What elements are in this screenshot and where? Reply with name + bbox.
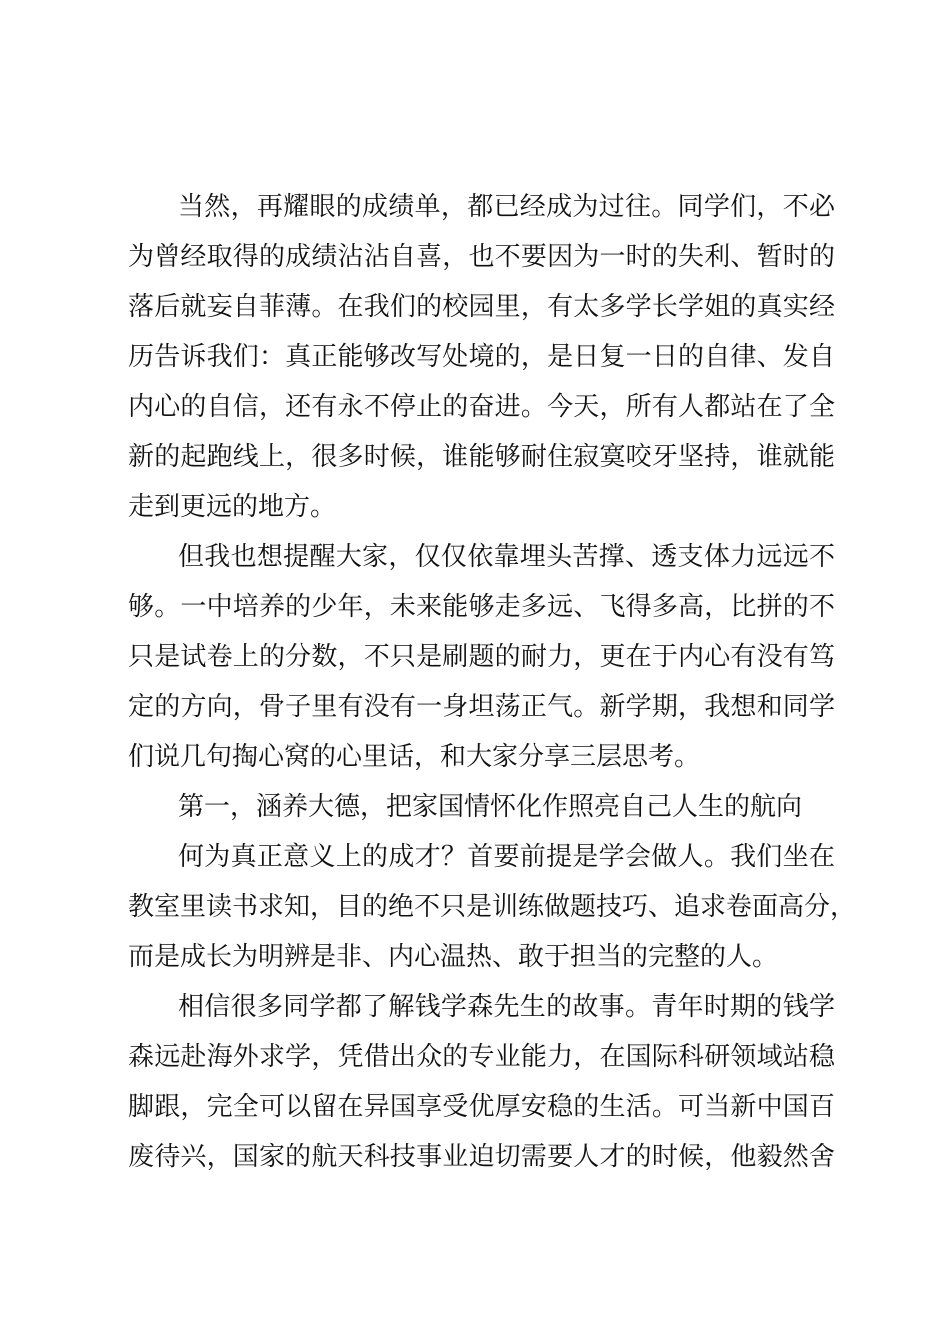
section-heading: 第一，涵养大德，把家国情怀化作照亮自己人生的航向 <box>178 792 803 822</box>
paragraph-3-line-2: 教室里读书求知，目的绝不只是训练做题技巧、追求卷面高分， <box>128 892 857 922</box>
paragraph-3-line-1: 何为真正意义上的成才？首要前提是学会做人。我们坐在 <box>178 842 835 872</box>
paragraph-1-line-5: 内心的自信，还有永不停止的奋进。今天，所有人都站在了全 <box>128 392 835 422</box>
paragraph-2-line-3: 只是试卷上的分数，不只是刷题的耐力，更在于内心有没有笃 <box>128 642 835 672</box>
paragraph-1-line-2: 为曾经取得的成绩沾沾自喜，也不要因为一时的失利、暂时的 <box>128 242 835 272</box>
document-body <box>128 182 857 1182</box>
paragraph-1-line-7: 走到更远的地方。 <box>128 492 337 522</box>
paragraph-1-line-6: 新的起跑线上，很多时候，谁能够耐住寂寞咬牙坚持，谁就能 <box>128 442 835 472</box>
paragraph-4-line-4: 废待兴，国家的航天科技事业迫切需要人才的时候，他毅然舍 <box>128 1142 835 1172</box>
paragraph-2-line-4: 定的方向，骨子里有没有一身坦荡正气。新学期，我想和同学 <box>128 692 835 722</box>
paragraph-1-line-3: 落后就妄自菲薄。在我们的校园里，有太多学长学姐的真实经 <box>128 292 835 322</box>
paragraph-3-line-3: 而是成长为明辨是非、内心温热、敢于担当的完整的人。 <box>128 942 779 972</box>
paragraph-4-line-1: 相信很多同学都了解钱学森先生的故事。青年时期的钱学 <box>178 992 835 1022</box>
paragraph-2-line-1: 但我也想提醒大家，仅仅依靠埋头苦撑、透支体力远远不 <box>178 542 835 572</box>
paragraph-4-line-3: 脚跟，完全可以留在异国享受优厚安稳的生活。可当新中国百 <box>128 1092 835 1122</box>
paragraph-1-line-4: 历告诉我们：真正能够改写处境的，是日复一日的自律、发自 <box>128 342 835 372</box>
paragraph-2-line-2: 够。一中培养的少年，未来能够走多远、飞得多高，比拼的不 <box>128 592 835 622</box>
paragraph-2-line-5: 们说几句掏心窝的心里话，和大家分享三层思考。 <box>128 742 701 772</box>
paragraph-1-line-1: 当然，再耀眼的成绩单，都已经成为过往。同学们，不必 <box>178 192 835 222</box>
paragraph-4-line-2: 森远赴海外求学，凭借出众的专业能力，在国际科研领域站稳 <box>128 1042 835 1072</box>
